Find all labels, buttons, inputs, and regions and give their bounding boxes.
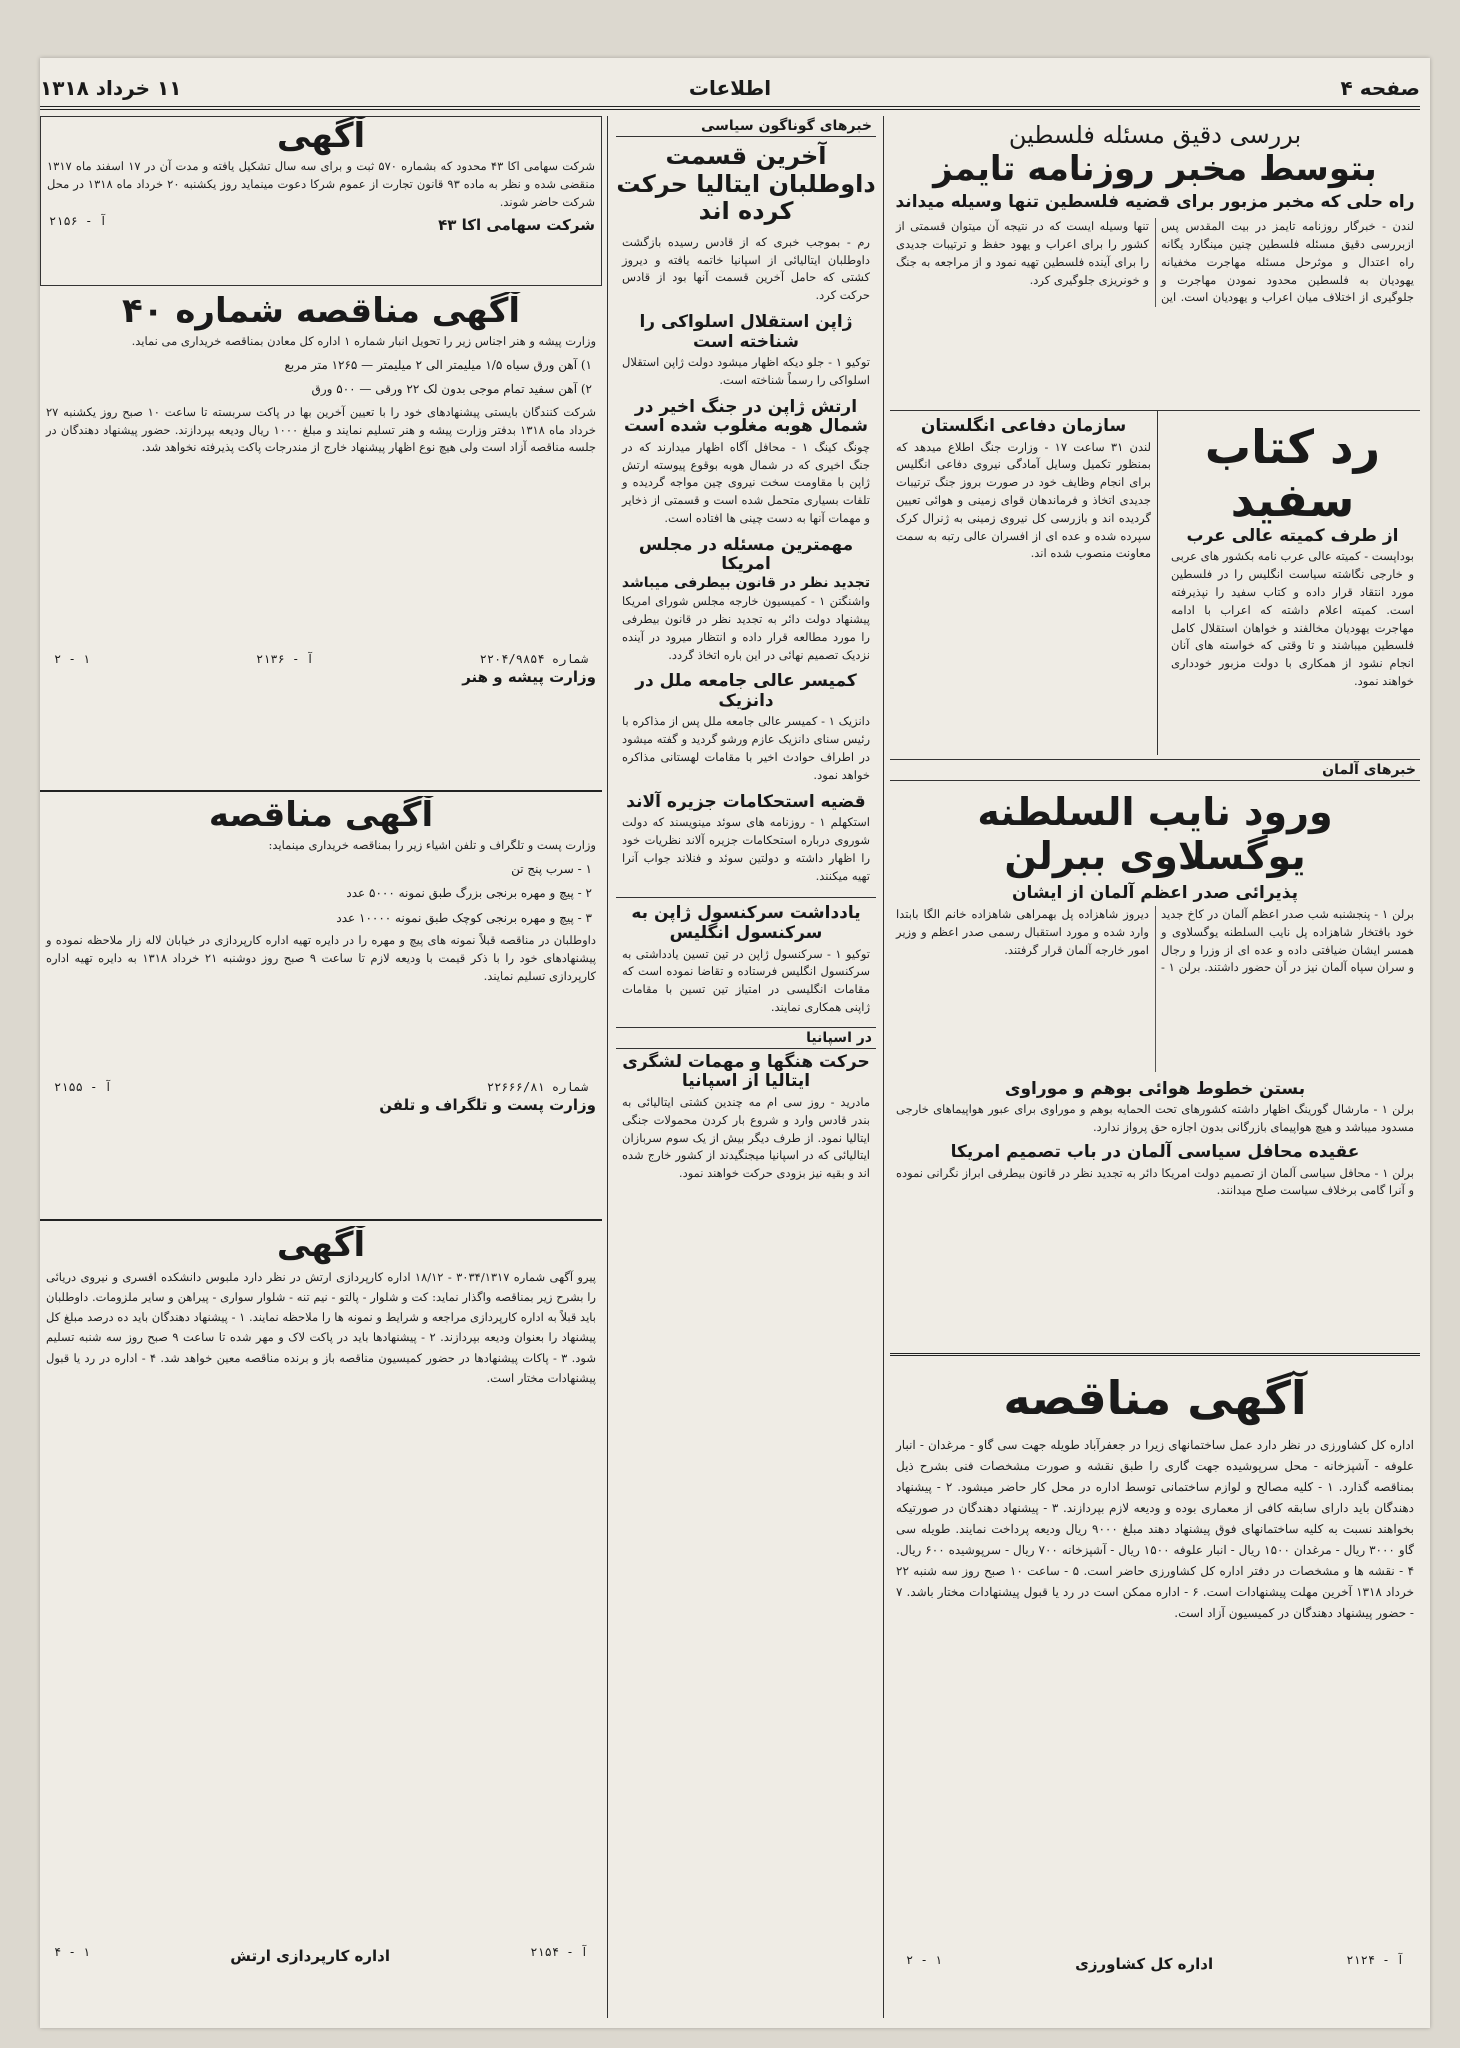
article-headline: مهمترین مسئله در مجلس امریکا bbox=[638, 534, 854, 575]
issue-date: ۱۱ خرداد ۱۳۱۸ bbox=[40, 76, 182, 100]
ad-reference: ۴ - ۱ bbox=[54, 1945, 91, 1960]
article-headline: رد کتاب سفید bbox=[1204, 420, 1381, 527]
ad-body: داوطلبان در مناقصه قبلاً نمونه های پیچ و مهره را در دایره تهیه اداره کارپردازی در خیابان لاله زار ملاحظه نموده و پیشنهادهای خود را با ذکر قیمت با ودیعه لازم تا ساعت ۹ صبح روز دوشنبه ۲۱ خرداد ۱۳۱۸ به دایره تهیه اداره کارپردازی تسلیم نمایند. bbox=[46, 933, 597, 983]
ad-reference: آ - ۲۱۵۴ bbox=[530, 1945, 588, 1960]
ad-signature: وزارت پست و تلگراف و تلفن bbox=[379, 1096, 596, 1115]
article-headline: کمیسر عالی جامعه ملل در دانزیک bbox=[635, 671, 857, 711]
article-headline: بستن خطوط هوائی بوهم و موراوی bbox=[1004, 1078, 1306, 1099]
article-body: دانزیک ۱ - کمیسر عالی جامعه ملل پس از مذاکره با رئیس سنای دانزیک عازم ورشو گردید و گفته میشود در اطراف حوادث اخیر با مقامات لهستانی مذاکره خواهد نمود. bbox=[622, 714, 870, 782]
section-kicker: خبرهای گوناگون سیاسی bbox=[616, 116, 876, 137]
column-rule bbox=[883, 116, 884, 2018]
article-headline: سازمان دفاعی انگلستان bbox=[920, 416, 1127, 436]
germany-news bbox=[890, 759, 1420, 1349]
ad-number: شماره ۲۲۰۴/۹۸۵۴ bbox=[479, 651, 588, 666]
ad-reference: آ - ۲۱۵۶ bbox=[49, 213, 107, 228]
agriculture-tender-ad bbox=[890, 1353, 1420, 2018]
article-body: رم - بموجب خبری که از قادس رسیده بازگشت داوطلبان ایتالیائی از اسپانیا خاتمه یافته و دیروز کشتی که حامل آخرین قسمت آنها بود از قادس حرکت کرد. bbox=[622, 234, 870, 303]
article-subhead: تجدید نظر در قانون بیطرفی میباشد bbox=[621, 575, 871, 591]
ad-body: شرکت سهامی اکا ۴۳ محدود که بشماره ۵۷۰ ثبت و برای سه سال تشکیل یافته و مدت آن در ۱۷ اسفند ماه ۱۳۱۷ منقضی شده و نظر به ماده ۹۳ قانون تجارت از عموم شرکا دعوت مینماید روز یکشنبه ۲۰ خرداد ماه ۱۳۱۸ در محل شرکت حاضر شوند. bbox=[47, 159, 596, 209]
white-paper-article bbox=[890, 410, 1420, 755]
ad-number: شماره ۲۲۶۶۶/۸۱ bbox=[486, 1080, 588, 1095]
ad-reference: آ - ۲۱۵۵ bbox=[54, 1080, 112, 1095]
article-headline: حرکت هنگها و مهمات لشگری ایتالیا از اسپانیا bbox=[622, 1051, 870, 1092]
ad-signature: شرکت سهامی اکا ۴۳ bbox=[438, 215, 595, 234]
tender-item: ۳ - پیچ و مهره برنجی کوچک طبق نمونه ۱۰۰۰۰ عدد bbox=[336, 910, 592, 925]
left-column bbox=[40, 116, 602, 2018]
tender-item: ۲) آهن سفید تمام موجی بدون لک ۲۲ ورقی — ۵۰۰ ورق bbox=[311, 382, 592, 397]
ad-reference: ۲ - ۱ bbox=[906, 1952, 943, 1967]
page-number: صفحه ۴ bbox=[1340, 76, 1420, 100]
article-body: لندن - خبرگار روزنامه تایمز در بیت المقدس پس ازبررسی دقیق مسئله فلسطین چنین مینگارد یگانه راه اعتدال و موثرحل مسئله مهاجرت مخفیانه یهودیان به فلسطین محدود نمودن مهاجرت و جلوگیری از اختلاف میان اعراب و یهودیان است. این تنها وسیله ایست که در نتیجه آن میتوان قسمتی از کشور را برای اعراب و یهود حفظ و ترتیبات جدیدی را برای آینده فلسطین تهیه نمود و از مراجعه به جنگ و خونریزی جلوگیری کرد. bbox=[896, 219, 1414, 305]
tender-item: ۱ - سرب پنج تن bbox=[511, 861, 592, 876]
article-body: برلن ۱ - مارشال گورینگ اظهار داشته کشورهای تحت الحمایه بوهم و موراوی برای عبور هواپیماهای خارجی مسدود میباشد و هیچ هواپیمای بازرگانی بدون اجازه حق پرواز ندارد. bbox=[896, 1102, 1414, 1135]
ad-reference: ۲ - ۱ bbox=[54, 651, 91, 666]
palestine-article bbox=[890, 116, 1420, 406]
ad-title: آگهی bbox=[276, 116, 366, 156]
ad-intro: وزارت پیشه و هنر اجناس زیر را تحویل انبار شماره ۱ اداره کل معادن بمناقصه خریداری می نماید. bbox=[131, 334, 596, 349]
ad-reference: آ - ۲۱۳۶ bbox=[255, 651, 314, 666]
ad-signature: اداره کل کشاورزی bbox=[1075, 1954, 1214, 1973]
ad-signature: اداره کارپردازی ارتش bbox=[230, 1947, 391, 1966]
article-body: برلن ۱ - پنجشنبه شب صدر اعظم آلمان در کاخ جدید خود بافتخار شاهزاده پل نایب السلطنه یوگسلاوی و همسر ایشان ضیافتی داده و عده ای از وزرا و رجال و سران سپاه آلمان نیز در آن حضور داشتند. برلن ۱ - دیروز شاهزاده پل بهمراهی شاهزاده خانم الگا بابتدا وارد شده و مورد استقبال رسمی صدر اعظم و وزیر امور خارجه آلمان قرار گرفتند. bbox=[896, 906, 1414, 975]
article-headline: یادداشت سرکنسول ژاپن به سرکنسول انگلیس bbox=[616, 897, 876, 943]
article-headline: آخرین قسمت داوطلبان ایتالیا حرکت کرده اند bbox=[616, 142, 876, 226]
ad-signature: وزارت پیشه و هنر bbox=[462, 667, 596, 686]
article-body: واشنگتن ۱ - کمیسیون خارجه مجلس شورای امریکا پیشنهاد دولت دائر به تجدید نظر در قانون بیطرفی را مورد مطالعه قرار داده و انتظار میرود در آینده نزدیک تصمیم نهائی در این باره اتخاذ گردد. bbox=[622, 594, 870, 662]
company-ad bbox=[40, 116, 602, 286]
article-subhead: پذیرائی صدر اعظم آلمان از ایشان bbox=[1011, 883, 1299, 904]
article-headline: ارتش ژاپن در جنگ اخیر در شمال هوبه مغلوب شده است bbox=[624, 396, 868, 437]
right-column bbox=[890, 116, 1420, 2018]
ad-body: پیرو آگهی شماره ۳۰۳۴/۱۳۱۷ - ۱۸/۱۲ اداره کارپردازی ارتش در نظر دارد ملبوس دانشکده افسری و نیروی دریائی را بشرح زیر بمناقصه واگذار نماید: کت و شلوار - پالتو - نیم تنه - شلوار سواری - پیراهن و سایر ملزومات. داوطلبان باید قبلاً به اداره کارپردازی مراجعه و شرایط و نمونه ها را ملاحظه نمایند. ۱ - پیشنهاد دهندگان باید ده درصد مبلغ کل پیشنهاد را بعنوان ودیعه بپردازند. ۲ - پیشنهادها باید در پاکت لاک و مهر شده تا ساعت ۹ صبح روز سه شنبه تسلیم شود. ۳ - پاکات پیشنهادها در حضور کمیسیون مناقصه باز و برنده مناقصه معین خواهد شد. ۴ - اداره در رد یا قبول پیشنهادات مختار است. bbox=[46, 1270, 597, 1385]
article-body: برلن ۱ - محافل سیاسی آلمان از تصمیم دولت امریکا دائر به تجدید نظر در قانون بیطرفی ابراز نگرانی نموده و آنرا گامی برخلاف سیاست صلح میدانند. bbox=[896, 1165, 1414, 1198]
article-headline: ژاپن استقلال اسلواکی را شناخته است bbox=[639, 312, 853, 352]
article-subhead: راه حلی که مخبر مزبور برای قضیه فلسطین تنها وسیله میداند bbox=[895, 191, 1415, 212]
column-rule bbox=[607, 116, 608, 2018]
article-headline: بتوسط مخبر روزنامه تایمز bbox=[933, 148, 1377, 189]
article-body: لندن ۳۱ ساعت ۱۷ - وزارت جنگ اطلاع میدهد که بمنظور تکمیل وسایل آمادگی نیروی دفاعی انگلیس برای انجام وظایف خود در صورت بروز جنگ ترتیبات جدیدی اتخاذ و فرماندهان قوای زمینی و هوائی تعیین گردیده اند و بازرسی کل نیروی زمینی به ژنرال کرک سپرده شده و عده ای از افسران عالی رتبه به سمت معاونت منصوب شده اند. bbox=[896, 439, 1151, 561]
tender-item: ۲ - پیچ و مهره برنجی بزرگ طبق نمونه ۵۰۰۰ عدد bbox=[346, 886, 592, 901]
ad-body: شرکت کنندگان بایستی پیشنهادهای خود را با تعیین آخرین بها در پاکت سربسته تا ساعت ۱۰ صبح روز یکشنبه ۲۷ خرداد ماه ۱۳۱۸ بدفتر وزارت پیشه و هنر تسلیم نمایند و مبلغ ۱۰۰۰ ریال ودیعه بپردازند. حضور پیشنهاد دهندگان در جلسه مناقصه آزاد است ولی هیچ نوع اظهار پیشنهاد خارج از مندرجات پاکت پذیرفته نخواهد شد. bbox=[46, 404, 596, 455]
article-subhead: از طرف کمیته عالی عرب bbox=[1186, 525, 1399, 546]
ad-title: آگهی مناقصه شماره ۴۰ bbox=[121, 292, 521, 331]
newspaper-title: اطلاعات bbox=[688, 76, 772, 100]
page-header bbox=[40, 70, 1420, 110]
ad-intro: وزارت پست و تلگراف و تلفن اشیاء زیر را بمناقصه خریداری مینماید: bbox=[268, 838, 596, 853]
ad-title: آگهی مناقصه bbox=[208, 796, 434, 835]
article-body: توکیو ۱ - جلو دیکه اظهار میشود دولت ژاپن استقلال اسلواکی را رسماً شناخته است. bbox=[622, 355, 870, 387]
article-headline: ورود نایب السلطنه یوگسلاوی ببرلن bbox=[977, 790, 1333, 878]
middle-column bbox=[616, 116, 876, 2018]
article-kicker: بررسی دقیق مسئله فلسطین bbox=[1008, 121, 1302, 149]
tender-item: ۱) آهن ورق سیاه ۱/۵ میلیمتر الی ۲ میلیمتر — ۱۲۶۵ متر مربع bbox=[284, 357, 592, 372]
article-body: توکیو ۱ - سرکنسول ژاپن در تین تسین یادداشتی به سرکنسول انگلیس فرستاده و تقاضا نموده است که مقامات انگلیسی در امتیاز تین تسین با مقامات ژاپنی همکاری نمایند. bbox=[622, 946, 870, 1015]
article-body: چونگ کینگ ۱ - محافل آگاه اظهار میدارند که در جنگ اخیری که در شمال هوبه بوقوع پیوسته ارتش ژاپن با مقاومت سخت نیروی چین مواجه گردیده و تلفات بسیاری متحمل شده است و قسمتی از ذخایر و مهمات آنها به دست چینی ها افتاده است. bbox=[622, 439, 871, 526]
section-kicker: خبرهای آلمان bbox=[890, 760, 1420, 781]
article-headline: قضیه استحکامات جزیره آلاند bbox=[626, 791, 866, 812]
ad-body: اداره کل کشاورزی در نظر دارد عمل ساختمانهای زیرا در جعفرآباد طویله جهت سی گاو - مرغدان - انبار علوفه - آشپزخانه - محل سرپوشیده جهت گاری را طبق نقشه و صورت مشخصات فنی بشرح ذیل بمناقصه گذارد. ۱ - کلیه مصالح و لوازم ساختمانی توسط اداره در محل کار حاضر میشود. ۲ - پیشنهاد دهندگان باید دارای سابقه کافی از معماری بوده و ودیعه لازم بپردازند. ۳ - پیشنهاد دهندگان در صورتیکه بخواهند نسبت به کلیه ساختمانهای فوق پیشنهاد دهند مبلغ ۹۰۰۰ ریال ودیعه پرداخت نمایند. طویله سی گاو ۳۰۰۰ ریال - مرغدان ۱۵۰۰ ریال - انبار علوفه ۱۵۰۰ ریال - آشپزخانه ۷۰۰ ریال - سرپوشیده ۶۰۰ ریال. ۴ - نقشه ها و مشخصات در دفتر اداره کل کشاورزی حاضر است. ۵ - ساعت ۱۰ صبح روز سه شنبه ۲۲ خرداد ۱۳۱۸ آخرین مهلت پیشنهادات است. ۶ - اداره ممکن است در رد یا قبول پیشنهادات مختار باشد. ۷ - حضور پیشنهاد دهندگان در کمیسیون آزاد است. bbox=[896, 1437, 1415, 1620]
ad-title: آگهی مناقصه bbox=[1003, 1371, 1307, 1425]
article-body: مادرید - روز سی ام مه چندین کشتی ایتالیائی به بندر قادس وارد و شروع بار کردن محمولات جنگی ایتالیا نمود. از طرف دیگر بیش از یک سوم سربازان ایتالیائی که در اسپانیا میجنگیدند از کشور خارج شده اند و بقیه نیز بزودی حرکت خواهند نمود. bbox=[622, 1094, 870, 1181]
article-body: بوداپست - کمیته عالی عرب نامه بکشور های عربی و خارجی نگاشته سیاست انگلیس را در فلسطین مورد انتقاد قرار داده و کتاب سفید را نپذیرفته است. کمیته اعلام داشته که اعراب با ادامه مهاجرت یهودیان مخالفند و خواهان استقلال کامل فلسطین میباشند و تا وقتی که خواسته های آنان انجام نشود از همکاری با دولت مزبور خودداری خواهند نمود. bbox=[1171, 549, 1414, 689]
ad-title: آگهی bbox=[276, 1226, 366, 1265]
army-procurement-ad bbox=[40, 1226, 602, 2018]
article-headline: عقیده محافل سیاسی آلمان در باب تصمیم امریکا bbox=[950, 1142, 1360, 1163]
section-kicker: در اسپانیا bbox=[616, 1027, 876, 1049]
article-body: استکهلم ۱ - روزنامه های سوئد مینویسند که دولت شوروی درباره استحکامات جزیره آلاند نظریات خود را اظهار داشته و دولتین سوئد و فنلاند جواب آنرا تهیه میکنند. bbox=[622, 815, 870, 883]
post-tender-ad bbox=[40, 796, 602, 1221]
ad-reference: آ - ۲۱۲۴ bbox=[1346, 1952, 1404, 1967]
tender-40-ad bbox=[40, 292, 602, 792]
